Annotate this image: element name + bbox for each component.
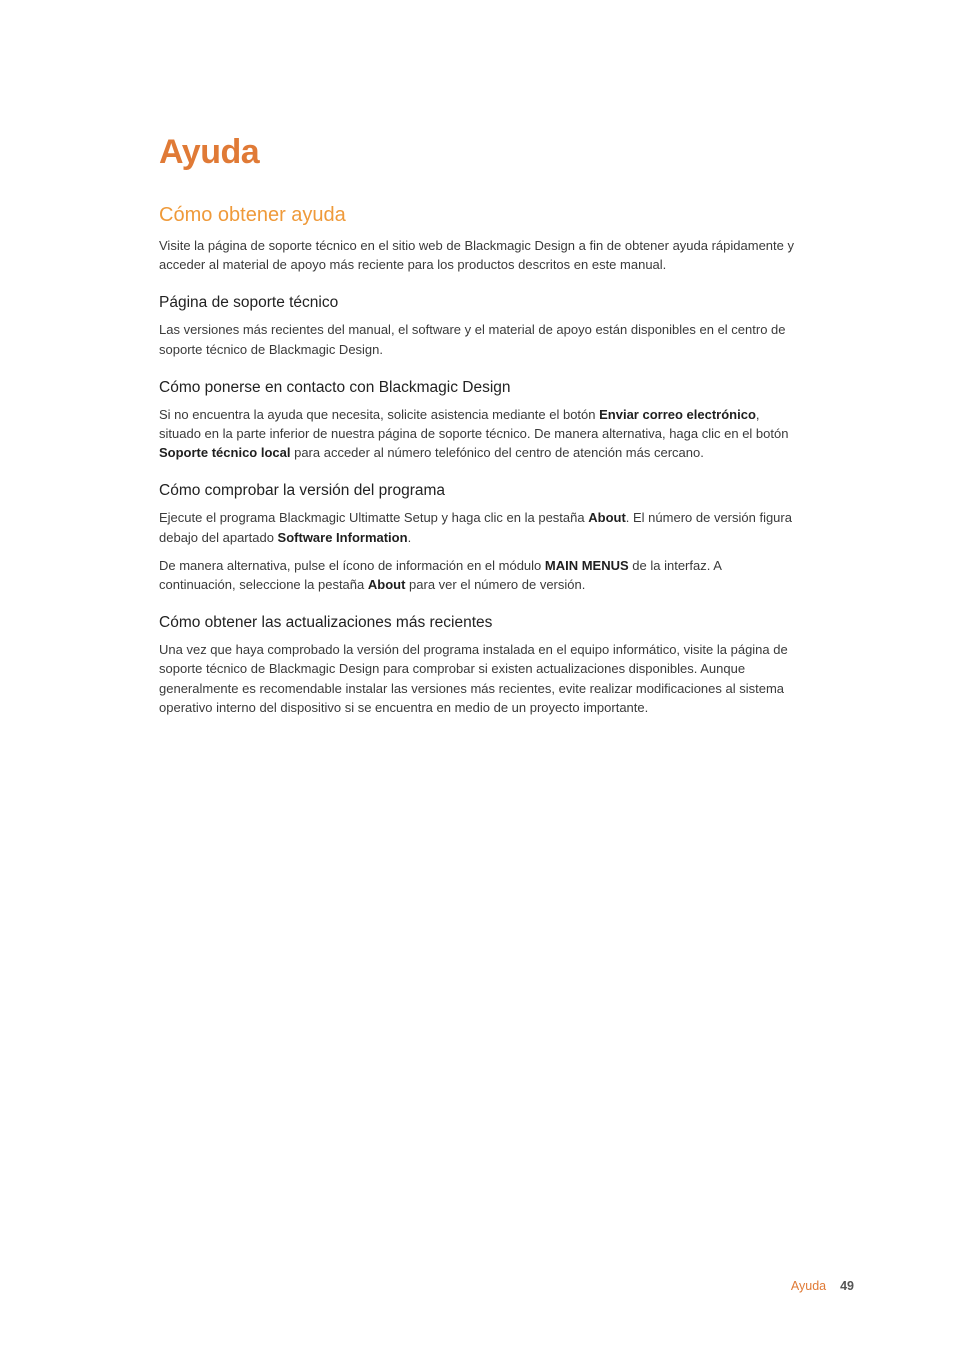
section-content <box>159 236 799 726</box>
software-information-reference: Software Information <box>277 529 408 545</box>
footer-section-name: Ayuda <box>790 1279 827 1293</box>
check-version-paragraph-1 <box>159 508 799 546</box>
page-footer <box>791 1277 854 1295</box>
email-button-reference: Enviar correo electrónico <box>599 406 756 422</box>
subsection-heading-updates: Cómo obtener las actualizaciones más recientes <box>159 614 493 632</box>
support-page-paragraph: Las versiones más recientes del manual, el software y el material de apoyo están disponibles en el centro de soporte técnico de Blackmagic Design. <box>159 322 786 357</box>
check-version-text-1: Ejecute el programa Blackmagic Ultimatte Setup y haga clic en la pestaña <box>159 510 589 526</box>
contact-text-1: Si no encuentra la ayuda que necesita, solicite asistencia mediante el botón <box>159 406 600 422</box>
chapter-title: Ayuda <box>159 133 260 171</box>
subsection-heading-contact: Cómo ponerse en contacto con Blackmagic Design <box>159 378 511 396</box>
main-menus-reference: MAIN MENUS <box>544 557 629 573</box>
subsection-heading-support-page: Página de soporte técnico <box>159 294 339 312</box>
check-version-text-4: De manera alternativa, pulse el ícono de información en el módulo <box>159 557 545 573</box>
subsection-heading-check-version: Cómo comprobar la versión del programa <box>159 482 446 500</box>
contact-text-2: , situado en la parte inferior de nuestra página de soporte técnico. De manera alternativa, haga clic en el botón <box>159 406 789 442</box>
contact-paragraph <box>159 405 799 463</box>
check-version-text-5: de la interfaz. A continuación, seleccione la pestaña <box>159 557 722 593</box>
page-number: 49 <box>840 1279 854 1293</box>
check-version-paragraph-2 <box>159 556 799 594</box>
updates-paragraph: Una vez que haya comprobado la versión del programa instalada en el equipo informático, visite la página de soporte técnico de Blackmagic Design para comprobar si existen actualizaciones disponibles. Aunque generalmente es recomendable instalar las versiones más recientes, evite realizar modificaciones al sistema operativo interno del dispositivo si se encuentra en medio de un proyecto importante. <box>159 642 788 715</box>
contact-text-3: para acceder al número telefónico del centro de atención más cercano. <box>290 445 704 461</box>
about-tab-reference-2: About <box>367 577 406 593</box>
section-intro: Visite la página de soporte técnico en el sitio web de Blackmagic Design a fin de obtener ayuda rápidamente y acceder al material de apoyo más reciente para los productos descritos en este manual. <box>159 238 794 273</box>
section-title: Cómo obtener ayuda <box>159 204 346 226</box>
local-support-button-reference: Soporte técnico local <box>159 445 291 461</box>
check-version-text-3: . <box>407 529 412 545</box>
about-tab-reference: About <box>588 510 626 526</box>
check-version-text-2: . El número de versión figura debajo del apartado <box>159 510 792 545</box>
check-version-text-6: para ver el número de versión. <box>405 577 586 593</box>
